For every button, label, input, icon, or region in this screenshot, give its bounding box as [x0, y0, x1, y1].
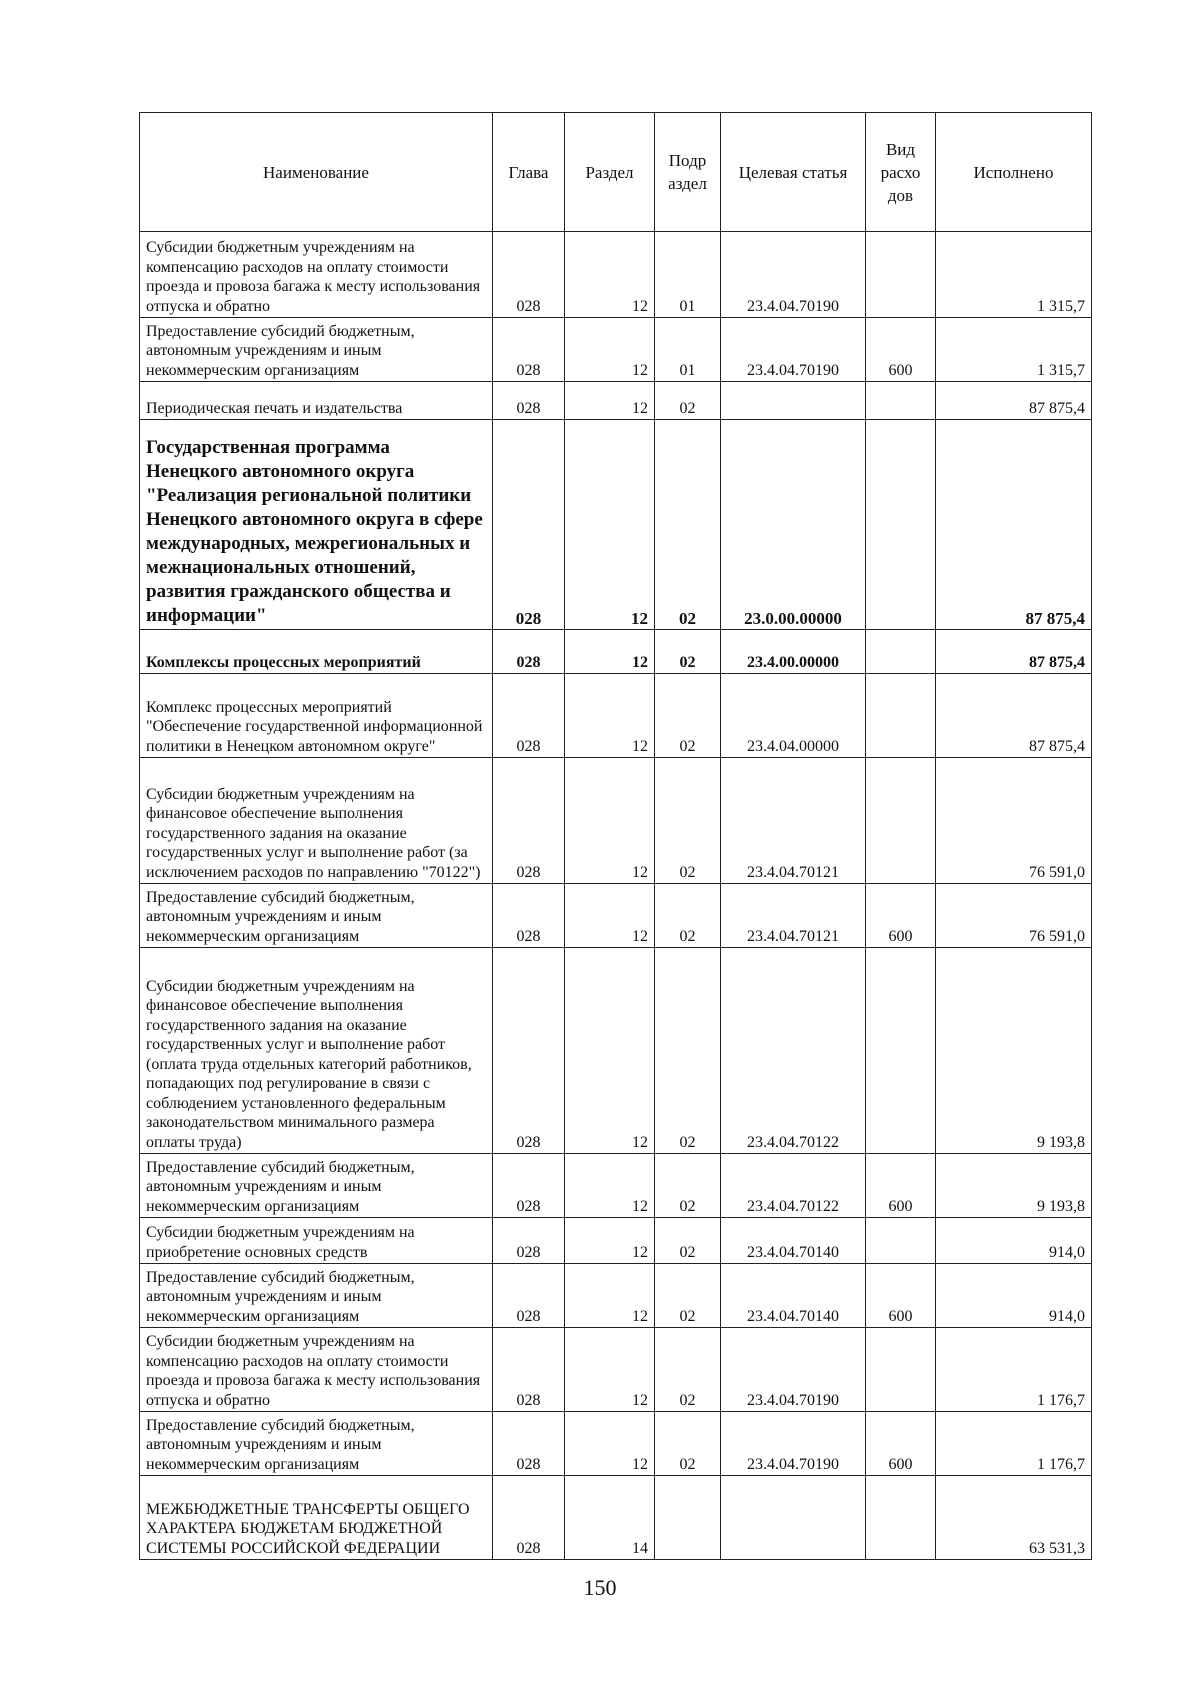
row-target: 23.4.04.00000 [721, 674, 866, 758]
row-chapter: 028 [493, 232, 565, 318]
row-name: Субсидии бюджетным учреждениям на компенсацию расходов на оплату стоимости проезда и провоза багажа к месту использования отпуска и обратно [140, 1328, 493, 1412]
row-executed: 76 591,0 [936, 758, 1092, 884]
row-expense-type [866, 1328, 936, 1412]
table-row [140, 1264, 1092, 1328]
row-name: Субсидии бюджетным учреждениям на финансовое обеспечение выполнения государственного задания на оказание государственных услуг и выполнение работ (оплата труда отдельных категорий работников, попадающих под регулирование в связи с соблюдением установленного федеральным законодательством минимального размера оплаты труда) [140, 948, 493, 1154]
row-subsection: 02 [655, 1218, 721, 1264]
row-expense-type: 600 [866, 1264, 936, 1328]
row-executed: 87 875,4 [936, 420, 1092, 630]
row-executed: 9 193,8 [936, 948, 1092, 1154]
row-section: 12 [565, 674, 655, 758]
row-section: 12 [565, 1154, 655, 1218]
table-row [140, 948, 1092, 1154]
row-chapter: 028 [493, 1476, 565, 1560]
row-name: Государственная программа Ненецкого автономного округа "Реализация региональной политики Ненецкого автономного округа в сфере международных, межрегиональных и межнациональных отношений, развития гражданского общества и информации" [140, 420, 493, 630]
row-chapter: 028 [493, 1154, 565, 1218]
row-expense-type [866, 758, 936, 884]
row-expense-type [866, 630, 936, 674]
row-section: 14 [565, 1476, 655, 1560]
row-target [721, 382, 866, 420]
table-row [140, 382, 1092, 420]
row-section: 12 [565, 420, 655, 630]
row-executed: 87 875,4 [936, 630, 1092, 674]
row-expense-type [866, 420, 936, 630]
row-target: 23.4.04.70190 [721, 232, 866, 318]
row-executed: 87 875,4 [936, 382, 1092, 420]
row-expense-type [866, 674, 936, 758]
row-target: 23.4.04.70122 [721, 948, 866, 1154]
row-chapter: 028 [493, 1264, 565, 1328]
header-chapter: Глава [493, 113, 565, 232]
row-chapter: 028 [493, 1328, 565, 1412]
row-chapter: 028 [493, 382, 565, 420]
table-row [140, 232, 1092, 318]
row-executed: 914,0 [936, 1218, 1092, 1264]
table-row [140, 1328, 1092, 1412]
row-expense-type [866, 1218, 936, 1264]
row-target: 23.4.04.70121 [721, 758, 866, 884]
row-subsection: 02 [655, 1264, 721, 1328]
row-expense-type [866, 1476, 936, 1560]
row-target: 23.4.04.70190 [721, 1412, 866, 1476]
row-section: 12 [565, 232, 655, 318]
table-row [140, 758, 1092, 884]
table-row [140, 884, 1092, 948]
table-row [140, 1476, 1092, 1560]
row-target: 23.4.04.70140 [721, 1264, 866, 1328]
row-name: МЕЖБЮДЖЕТНЫЕ ТРАНСФЕРТЫ ОБЩЕГО ХАРАКТЕРА БЮДЖЕТАМ БЮДЖЕТНОЙ СИСТЕМЫ РОССИЙСКОЙ ФЕДЕРАЦИИ [140, 1476, 493, 1560]
row-section: 12 [565, 382, 655, 420]
row-subsection: 02 [655, 758, 721, 884]
row-subsection: 02 [655, 420, 721, 630]
row-chapter: 028 [493, 674, 565, 758]
header-target: Целевая статья [721, 113, 866, 232]
row-subsection: 02 [655, 630, 721, 674]
row-name: Предоставление субсидий бюджетным, автономным учреждениям и иным некоммерческим организациям [140, 318, 493, 382]
row-name: Предоставление субсидий бюджетным, автономным учреждениям и иным некоммерческим организациям [140, 1264, 493, 1328]
row-subsection: 02 [655, 1328, 721, 1412]
row-chapter: 028 [493, 420, 565, 630]
row-expense-type: 600 [866, 318, 936, 382]
row-name: Субсидии бюджетным учреждениям на приобретение основных средств [140, 1218, 493, 1264]
row-chapter: 028 [493, 884, 565, 948]
row-name: Субсидии бюджетным учреждениям на финансовое обеспечение выполнения государственного задания на оказание государственных услуг и выполнение работ (за исключением расходов по направлению "70122") [140, 758, 493, 884]
row-executed: 76 591,0 [936, 884, 1092, 948]
header-executed: Исполнено [936, 113, 1092, 232]
table-row [140, 1218, 1092, 1264]
header-subsection: Подр аздел [655, 113, 721, 232]
row-section: 12 [565, 884, 655, 948]
row-subsection: 02 [655, 884, 721, 948]
row-executed: 87 875,4 [936, 674, 1092, 758]
row-target: 23.4.04.70121 [721, 884, 866, 948]
row-expense-type [866, 232, 936, 318]
row-section: 12 [565, 1412, 655, 1476]
row-subsection: 02 [655, 674, 721, 758]
row-expense-type: 600 [866, 1412, 936, 1476]
row-section: 12 [565, 1328, 655, 1412]
row-section: 12 [565, 1218, 655, 1264]
row-section: 12 [565, 948, 655, 1154]
row-subsection: 02 [655, 1154, 721, 1218]
row-section: 12 [565, 318, 655, 382]
row-subsection: 02 [655, 1412, 721, 1476]
row-target: 23.4.00.00000 [721, 630, 866, 674]
header-row [140, 113, 1092, 232]
row-chapter: 028 [493, 318, 565, 382]
row-expense-type [866, 382, 936, 420]
header-expense-type: Вид расхо дов [866, 113, 936, 232]
header-section: Раздел [565, 113, 655, 232]
row-section: 12 [565, 758, 655, 884]
row-target: 23.0.00.00000 [721, 420, 866, 630]
row-name: Предоставление субсидий бюджетным, автономным учреждениям и иным некоммерческим организациям [140, 1154, 493, 1218]
table-row [140, 630, 1092, 674]
row-executed: 1 176,7 [936, 1412, 1092, 1476]
row-subsection: 02 [655, 382, 721, 420]
row-executed: 1 315,7 [936, 318, 1092, 382]
row-subsection: 02 [655, 948, 721, 1154]
row-target: 23.4.04.70122 [721, 1154, 866, 1218]
row-target [721, 1476, 866, 1560]
row-chapter: 028 [493, 1218, 565, 1264]
row-section: 12 [565, 630, 655, 674]
row-subsection [655, 1476, 721, 1560]
row-section: 12 [565, 1264, 655, 1328]
row-expense-type: 600 [866, 884, 936, 948]
row-expense-type [866, 948, 936, 1154]
row-target: 23.4.04.70140 [721, 1218, 866, 1264]
table-row [140, 318, 1092, 382]
header-name: Наименование [140, 113, 493, 232]
row-chapter: 028 [493, 1412, 565, 1476]
row-name: Предоставление субсидий бюджетным, автономным учреждениям и иным некоммерческим организациям [140, 1412, 493, 1476]
row-name: Периодическая печать и издательства [140, 382, 493, 420]
row-subsection: 01 [655, 318, 721, 382]
table-row [140, 1412, 1092, 1476]
row-name: Комплексы процессных мероприятий [140, 630, 493, 674]
row-executed: 9 193,8 [936, 1154, 1092, 1218]
table-row [140, 1154, 1092, 1218]
row-target: 23.4.04.70190 [721, 318, 866, 382]
row-executed: 1 315,7 [936, 232, 1092, 318]
table-row [140, 420, 1092, 630]
row-executed: 63 531,3 [936, 1476, 1092, 1560]
row-name: Предоставление субсидий бюджетным, автономным учреждениям и иным некоммерческим организациям [140, 884, 493, 948]
row-chapter: 028 [493, 630, 565, 674]
row-executed: 1 176,7 [936, 1328, 1092, 1412]
row-name: Комплекс процессных мероприятий "Обеспечение государственной информационной политики в Ненецком автономном округе" [140, 674, 493, 758]
row-subsection: 01 [655, 232, 721, 318]
row-executed: 914,0 [936, 1264, 1092, 1328]
row-chapter: 028 [493, 758, 565, 884]
table-row [140, 674, 1092, 758]
row-chapter: 028 [493, 948, 565, 1154]
page-number: 150 [583, 1575, 617, 1600]
budget-table [139, 112, 1092, 1560]
row-expense-type: 600 [866, 1154, 936, 1218]
row-name: Субсидии бюджетным учреждениям на компенсацию расходов на оплату стоимости проезда и провоза багажа к месту использования отпуска и обратно [140, 232, 493, 318]
row-target: 23.4.04.70190 [721, 1328, 866, 1412]
